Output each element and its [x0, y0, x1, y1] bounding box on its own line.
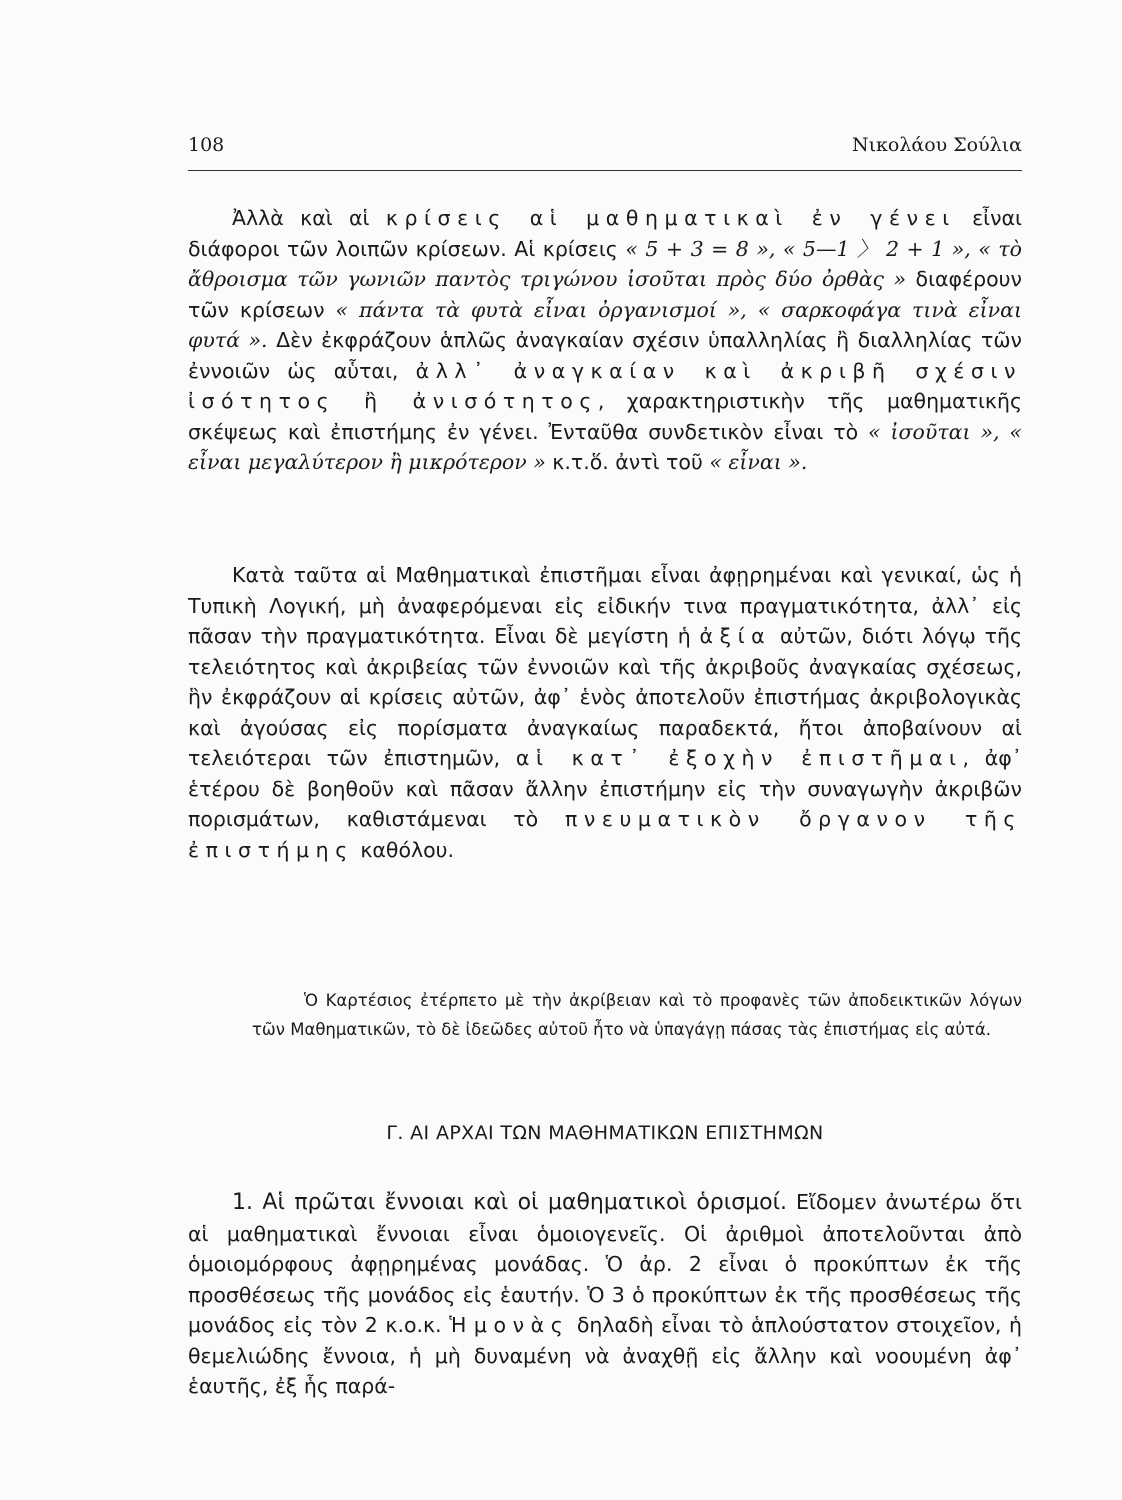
paragraph-1	[188, 203, 1022, 478]
running-header	[188, 134, 1022, 164]
section-heading: Γ. ΑΙ ΑΡΧΑΙ ΤΩΝ ΜΑΘΗΜΑΤΙΚΩΝ ΕΠΙΣΤΗΜΩΝ	[386, 1122, 824, 1144]
header-rule	[188, 170, 1022, 171]
p3-text-2: δηλαδὴ εἶναι τὸ ἁπλούστατον στοιχεῖον, ἡ θεμελιώδης ἔννοια, ἡ μὴ δυναμένη νὰ ἀναχθῇ εἰς ἄλλην καὶ νοουμένη ἀφ᾽ ἑαυτῆς, ἐξ ἧς παρά-	[188, 1313, 1022, 1398]
page-number: 108	[188, 134, 225, 156]
p3-text-1: Εἴδομεν ἀνωτέρω ὅτι αἱ μαθηματικαὶ ἔννοιαι εἶναι ὁμοιογενεῖς. Οἱ ἀριθμοὶ ἀποτελοῦνται ἀπὸ ὁμοιομόρφους ἀφῃρημένας μονάδας. Ὁ ἀρ. 2 εἶναι ὁ προκύπτων ἐκ τῆς προσθέσεως τῆς μονάδος εἰς ἑαυτήν. Ὁ 3 ὁ προκύπτων ἐκ τῆς προσθέσεως τῆς μονάδος εἰς τὸν 2 κ.ο.κ. Ἡ	[188, 1190, 1022, 1337]
p2-text-2: αὐτῶν, διότι λόγῳ τῆς τελειότητος καὶ ἀκριβείας τῶν ἐννοιῶν καὶ τῆς ἀκριβοῦς ἀναγκαίας σχέσεως, ἣν ἐκφράζουν αἱ κρίσεις αὐτῶν, ἀφ᾽ ἑνὸς ἀποτελοῦν ἐπιστήμας ἀκριβολογικὰς καὶ ἀγούσας εἰς πορίσματα ἀναγκαίως παραδεκτά, ἤτοι ἀποβαίνουν αἱ τελειότεραι τῶν ἐπιστημῶν,	[188, 624, 1022, 770]
p1-text-1: Ἀλλὰ καὶ αἱ	[232, 206, 386, 230]
p1-italic-4: « εἶναι ».	[709, 450, 808, 474]
p1-text-6: κ.τ.ὅ. ἀντὶ τοῦ	[545, 450, 710, 474]
p1-italic-3: « ἰσοῦται », « εἶναι μεγαλύτερον ἢ μικρότερον »	[188, 419, 1022, 474]
p3-spaced-1: μονὰς	[473, 1313, 570, 1337]
p2-text-1: Κατὰ ταῦτα αἱ Μαθηματικαὶ ἐπιστῆμαι εἶναι ἀφῃρημέναι καὶ γενικαί, ὡς ἡ Τυπικὴ Λογική, μὴ ἀναφερόμεναι εἰς εἰδικήν τινα πραγματικότητα, ἀλλ᾽ εἰς πᾶσαν τὴν πραγματικότητα. Εἶναι δὲ μεγίστη ἡ	[188, 563, 1022, 648]
p2-text-3: , ἀφ᾽ ἑτέρου δὲ βοηθοῦν καὶ πᾶσαν ἄλλην ἐπιστήμην εἰς τὴν συναγωγὴν ἀκριβῶν πορισμάτων, καθιστάμεναι τὸ	[188, 746, 1022, 831]
p2-spaced-3: πνευματικὸν ὄργανον τῆς ἐπιστήμης	[188, 807, 1022, 862]
p1-spaced-2: ἀλλ᾽ ἀναγκαίαν καὶ ἀκριβῆ σχέσιν ἰσότητος ἢ ἀνισότητος	[188, 358, 1022, 413]
running-head-author: Νικολάου Σούλια	[851, 134, 1022, 156]
p1-text-2: εἶναι διάφοροι τῶν λοιπῶν κρίσεων. Αἱ κρίσεις	[188, 206, 1022, 261]
p1-text-4: Δὲν ἐκφράζουν ἁπλῶς ἀναγκαίαν σχέσιν ὑπαλληλίας ἢ διαλληλίας τῶν ἐννοιῶν ὡς αὗται,	[188, 328, 1022, 383]
footnote	[252, 986, 1022, 1044]
book-page	[188, 0, 1022, 1500]
p3-subheading: 1. Αἱ πρῶται ἔννοιαι καὶ οἱ μαθηματικοὶ ὁρισμοί.	[232, 1190, 788, 1215]
paragraph-3	[188, 1187, 1022, 1402]
p2-text-4: καθόλου.	[353, 837, 455, 862]
p2-spaced-1: ἀξία	[699, 624, 772, 648]
p1-italic-1: « 5 + 3 = 8 », « 5—1 〉 2 + 1 », « τὸ ἄθροισμα τῶν γωνιῶν παντὸς τριγώνου ἰσοῦται πρὸς δύο ὀρθὰς »	[188, 236, 1022, 291]
p2-spaced-2: αἱ κατ᾽ ἐξοχὴν ἐπιστῆμαι	[515, 746, 963, 770]
p1-italic-2: « πάντα τὰ φυτὰ εἶναι ὀργανισμοί », « σαρκοφάγα τινὰ εἶναι φυτά ».	[188, 297, 1023, 352]
p1-text-5: , χαρακτηριστικὴν τῆς μαθηματικῆς σκέψεως καὶ ἐπιστήμης ἐν γένει. Ἐνταῦθα συνδετικὸν εἶναι τὸ	[188, 389, 1022, 444]
p1-spaced-1: κρίσεις αἱ μαθηματικαὶ ἐν γένει	[385, 206, 956, 230]
paragraph-2	[188, 560, 1022, 865]
footnote-text: Ὁ Καρτέσιος ἐτέρπετο μὲ τὴν ἀκρίβειαν καὶ τὸ προφανὲς τῶν ἀποδεικτικῶν λόγων τῶν Μαθηματικῶν, τὸ δὲ ἰδεῶδες αὐτοῦ ἦτο νὰ ὑπαγάγῃ πάσας τὰς ἐπιστήμας εἰς αὐτά.	[252, 991, 1022, 1039]
p1-text-3: διαφέρουν τῶν κρίσεων	[188, 267, 1022, 322]
